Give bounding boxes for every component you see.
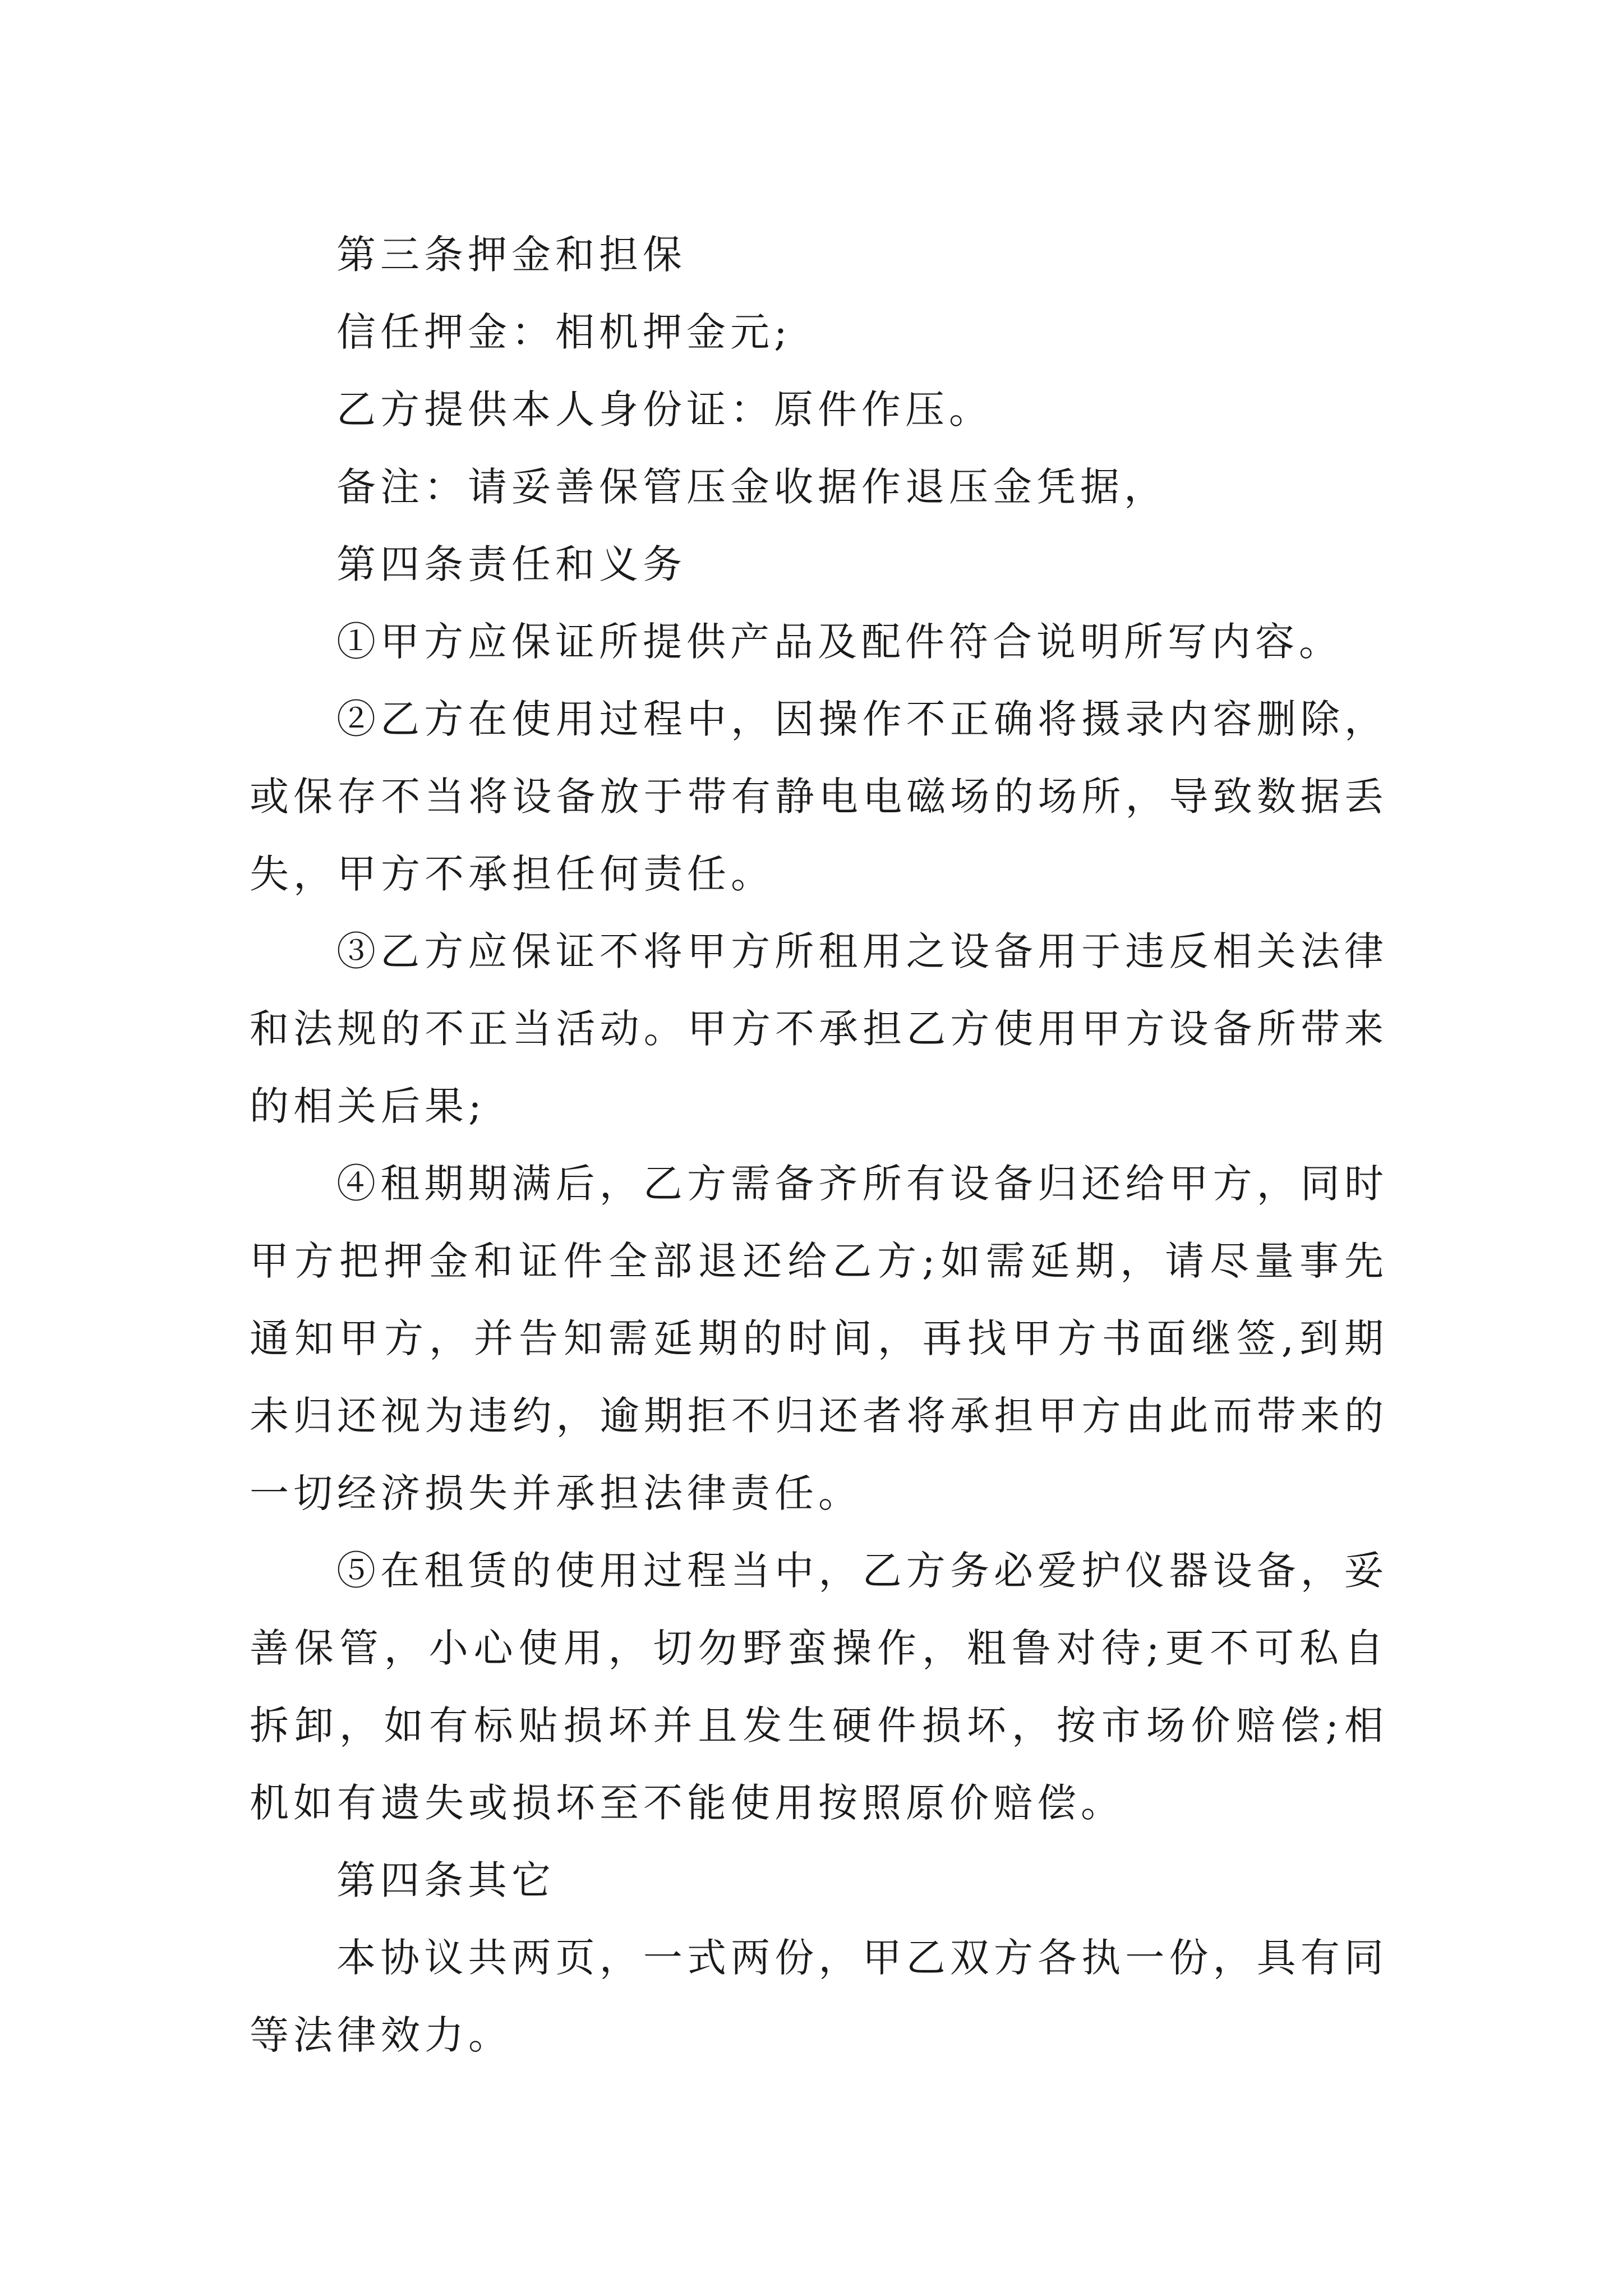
section-heading-responsibility: 第四条责任和义务 (336, 541, 686, 587)
clause-3: ③乙方应保证不将甲方所租用之设备用于违反相关法律和法规的不正当活动。甲方不承担乙方使用甲方设备所带来的相关后果; (250, 928, 1388, 1129)
section-heading-deposit: 第三条押金和担保 (336, 232, 686, 278)
clause-5: ⑤在租赁的使用过程当中，乙方务必爱护仪器设备，妥善保管，小心使用，切勿野蛮操作，粗鲁对待;更不可私自拆卸，如有标贴损坏并且发生硬件损坏，按市场价赔偿;相机如有遗失或损坏至不能使用按照原价赔偿。 (250, 1548, 1388, 1826)
clause-4: ④租期期满后，乙方需备齐所有设备归还给甲方，同时甲方把押金和证件全部退还给乙方;如需延期，请尽量事先通知甲方，并告知需延期的时间，再找甲方书面继签,到期未归还视为违约，逾期拒不归还者将承担甲方由此而带来的一切经济损失并承担法律责任。 (250, 1161, 1388, 1516)
clause-1: ①甲方应保证所提供产品及配件符合说明所写内容。 (336, 619, 1343, 665)
document-body (250, 216, 1388, 2074)
id-card-line: 乙方提供本人身份证：原件作压。 (336, 386, 993, 432)
remark-line: 备注：请妥善保管压金收据作退压金凭据， (336, 464, 1168, 510)
deposit-line: 信任押金：相机押金元; (336, 309, 792, 355)
closing-paragraph: 本协议共两页，一式两份，甲乙双方各执一份，具有同等法律效力。 (250, 1935, 1388, 2058)
clause-2: ②乙方在使用过程中，因操作不正确将摄录内容删除，或保存不当将设备放于带有静电电磁场的场所，导致数据丢失，甲方不承担任何责任。 (250, 696, 1388, 897)
section-heading-other: 第四条其它 (336, 1857, 555, 1903)
